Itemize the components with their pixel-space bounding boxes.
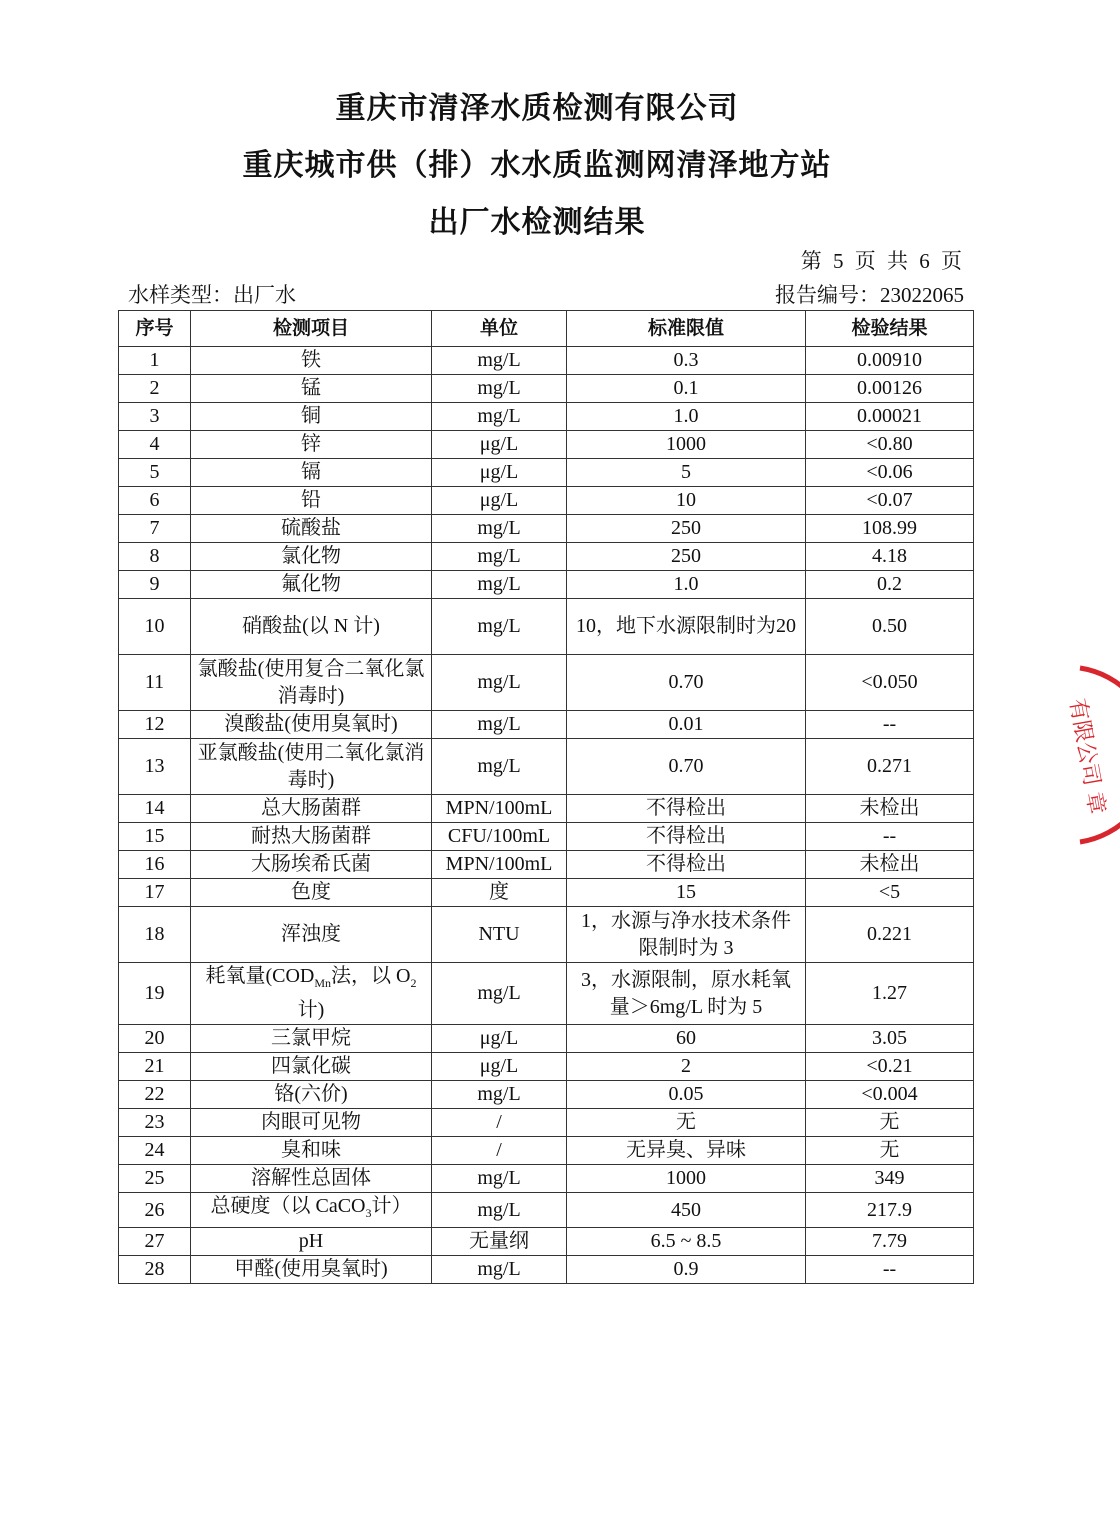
- report-meta: [128, 279, 964, 309]
- standard-limit: 不得检出: [567, 795, 806, 823]
- page-info: 第 5 页 共 6 页: [800, 249, 962, 273]
- col-header-item: 检测项目: [191, 311, 432, 347]
- test-result: --: [806, 823, 974, 851]
- standard-limit: 15: [567, 879, 806, 907]
- test-item: 甲醛(使用臭氧时): [191, 1256, 432, 1284]
- row-number: 10: [119, 599, 191, 655]
- row-number: 18: [119, 907, 191, 963]
- test-item: 四氯化碳: [191, 1053, 432, 1081]
- item-text: 计）: [371, 1195, 412, 1217]
- unit: 无量纲: [432, 1228, 567, 1256]
- test-item: 肉眼可见物: [191, 1109, 432, 1137]
- row-number: 15: [119, 823, 191, 851]
- standard-limit: 1000: [567, 431, 806, 459]
- unit: /: [432, 1137, 567, 1165]
- test-result: 未检出: [806, 795, 974, 823]
- row-number: 11: [119, 655, 191, 711]
- test-item: 氯酸盐(使用复合二氧化氯消毒时): [191, 655, 432, 711]
- standard-limit: 0.70: [567, 655, 806, 711]
- test-item: [191, 963, 432, 1025]
- table-row: [119, 571, 974, 599]
- table-row: [119, 347, 974, 375]
- col-header-limit: 标准限值: [567, 311, 806, 347]
- subscript: Mn: [314, 976, 332, 990]
- table-row: [119, 1228, 974, 1256]
- row-number: 26: [119, 1193, 191, 1228]
- col-header-result: 检验结果: [806, 311, 974, 347]
- company-title: 重庆市清泽水质检测有限公司: [335, 91, 739, 126]
- standard-limit: 10，地下水源限制时为20: [567, 599, 806, 655]
- report-number: 报告编号：23022065: [775, 283, 964, 307]
- unit: NTU: [432, 907, 567, 963]
- test-result: 1.27: [806, 963, 974, 1025]
- test-result: --: [806, 711, 974, 739]
- table-row: [119, 851, 974, 879]
- test-result: <5: [806, 879, 974, 907]
- test-result: 217.9: [806, 1193, 974, 1228]
- subscript: 2: [410, 976, 417, 990]
- seal-text: 有限公司 章: [1064, 696, 1110, 817]
- test-item: 镉: [191, 459, 432, 487]
- item-text: 法，以 O: [331, 965, 411, 987]
- standard-limit: 6.5 ~ 8.5: [567, 1228, 806, 1256]
- test-result: <0.21: [806, 1053, 974, 1081]
- test-item: 耐热大肠菌群: [191, 823, 432, 851]
- row-number: 1: [119, 347, 191, 375]
- test-result: 108.99: [806, 515, 974, 543]
- standard-limit: 无: [567, 1109, 806, 1137]
- table-row: [119, 907, 974, 963]
- standard-limit: 0.9: [567, 1256, 806, 1284]
- item-text: 耗氧量(COD: [205, 965, 315, 987]
- unit: MPN/100mL: [432, 851, 567, 879]
- unit: mg/L: [432, 599, 567, 655]
- standard-limit: 无异臭、异味: [567, 1137, 806, 1165]
- test-item: 总大肠菌群: [191, 795, 432, 823]
- row-number: 22: [119, 1081, 191, 1109]
- standard-limit: 0.1: [567, 375, 806, 403]
- test-result: 0.221: [806, 907, 974, 963]
- standard-limit: 2: [567, 1053, 806, 1081]
- test-item: 溴酸盐(使用臭氧时): [191, 711, 432, 739]
- row-number: 27: [119, 1228, 191, 1256]
- test-item: 硝酸盐(以 N 计): [191, 599, 432, 655]
- test-result: 3.05: [806, 1025, 974, 1053]
- standard-limit: 60: [567, 1025, 806, 1053]
- test-result: 未检出: [806, 851, 974, 879]
- results-table: [118, 310, 974, 1284]
- test-item: 铜: [191, 403, 432, 431]
- row-number: 3: [119, 403, 191, 431]
- test-result: 7.79: [806, 1228, 974, 1256]
- sample-type: 水样类型：出厂水: [128, 283, 296, 307]
- standard-limit: 1.0: [567, 571, 806, 599]
- standard-limit: 不得检出: [567, 823, 806, 851]
- test-item: 浑浊度: [191, 907, 432, 963]
- standard-limit: 1.0: [567, 403, 806, 431]
- standard-limit: 10: [567, 487, 806, 515]
- standard-limit: 0.05: [567, 1081, 806, 1109]
- row-number: 20: [119, 1025, 191, 1053]
- test-item: 色度: [191, 879, 432, 907]
- item-text: 总硬度（以 CaCO: [210, 1195, 366, 1217]
- unit: mg/L: [432, 375, 567, 403]
- unit: 度: [432, 879, 567, 907]
- test-result: 0.271: [806, 739, 974, 795]
- row-number: 24: [119, 1137, 191, 1165]
- test-item: 氯化物: [191, 543, 432, 571]
- table-body: [119, 347, 974, 1284]
- table-row: [119, 375, 974, 403]
- unit: μg/L: [432, 487, 567, 515]
- test-result: 0.00126: [806, 375, 974, 403]
- row-number: 21: [119, 1053, 191, 1081]
- col-header-no: 序号: [119, 311, 191, 347]
- test-item: 大肠埃希氏菌: [191, 851, 432, 879]
- row-number: 2: [119, 375, 191, 403]
- test-result: 0.2: [806, 571, 974, 599]
- col-header-unit: 单位: [432, 311, 567, 347]
- table-header-row: [119, 311, 974, 347]
- unit: mg/L: [432, 347, 567, 375]
- row-number: 28: [119, 1256, 191, 1284]
- item-text: 计): [297, 999, 325, 1021]
- row-number: 13: [119, 739, 191, 795]
- test-result: <0.004: [806, 1081, 974, 1109]
- table-row: [119, 1165, 974, 1193]
- table-row: [119, 1137, 974, 1165]
- standard-limit: 5: [567, 459, 806, 487]
- table-row: [119, 879, 974, 907]
- row-number: 6: [119, 487, 191, 515]
- standard-limit: 1，水源与净水技术条件限制时为 3: [567, 907, 806, 963]
- row-number: 5: [119, 459, 191, 487]
- unit: μg/L: [432, 431, 567, 459]
- test-result: 4.18: [806, 543, 974, 571]
- table-row: [119, 739, 974, 795]
- table-row: [119, 1256, 974, 1284]
- unit: μg/L: [432, 459, 567, 487]
- test-result: 0.50: [806, 599, 974, 655]
- unit: mg/L: [432, 543, 567, 571]
- subscript: 3: [365, 1206, 372, 1220]
- test-result: <0.07: [806, 487, 974, 515]
- table-row: [119, 487, 974, 515]
- test-result: --: [806, 1256, 974, 1284]
- table-row: [119, 459, 974, 487]
- test-result: <0.06: [806, 459, 974, 487]
- row-number: 17: [119, 879, 191, 907]
- row-number: 23: [119, 1109, 191, 1137]
- standard-limit: 3，水源限制，原水耗氧量＞6mg/L 时为 5: [567, 963, 806, 1025]
- unit: mg/L: [432, 963, 567, 1025]
- test-item: 锌: [191, 431, 432, 459]
- test-item: 溶解性总固体: [191, 1165, 432, 1193]
- table-row: [119, 1025, 974, 1053]
- table-row: [119, 1081, 974, 1109]
- standard-limit: 250: [567, 543, 806, 571]
- test-item: 铬(六价): [191, 1081, 432, 1109]
- standard-limit: 1000: [567, 1165, 806, 1193]
- unit: mg/L: [432, 1081, 567, 1109]
- row-number: 14: [119, 795, 191, 823]
- header-titles: [0, 80, 1074, 251]
- row-number: 16: [119, 851, 191, 879]
- test-result: <0.050: [806, 655, 974, 711]
- row-number: 7: [119, 515, 191, 543]
- company-seal: [1040, 660, 1120, 850]
- unit: /: [432, 1109, 567, 1137]
- test-item: 铅: [191, 487, 432, 515]
- table-row: [119, 655, 974, 711]
- table-row: [119, 823, 974, 851]
- test-result: 349: [806, 1165, 974, 1193]
- standard-limit: 不得检出: [567, 851, 806, 879]
- row-number: 4: [119, 431, 191, 459]
- unit: μg/L: [432, 1053, 567, 1081]
- network-title: 重庆城市供（排）水水质监测网清泽地方站: [242, 148, 832, 183]
- test-item: [191, 1193, 432, 1228]
- table-row: [119, 431, 974, 459]
- unit: MPN/100mL: [432, 795, 567, 823]
- test-result: 0.00021: [806, 403, 974, 431]
- unit: mg/L: [432, 739, 567, 795]
- unit: mg/L: [432, 515, 567, 543]
- row-number: 8: [119, 543, 191, 571]
- row-number: 12: [119, 711, 191, 739]
- table-row: [119, 963, 974, 1025]
- table-row: [119, 711, 974, 739]
- standard-limit: 0.01: [567, 711, 806, 739]
- table-row: [119, 1053, 974, 1081]
- row-number: 9: [119, 571, 191, 599]
- unit: mg/L: [432, 403, 567, 431]
- unit: mg/L: [432, 1165, 567, 1193]
- test-result: 0.00910: [806, 347, 974, 375]
- test-result: 无: [806, 1109, 974, 1137]
- unit: μg/L: [432, 1025, 567, 1053]
- report-title: 出厂水检测结果: [428, 205, 646, 240]
- table-row: [119, 543, 974, 571]
- test-item: 亚氯酸盐(使用二氧化氯消毒时): [191, 739, 432, 795]
- unit: mg/L: [432, 1193, 567, 1228]
- table-row: [119, 1109, 974, 1137]
- test-item: 三氯甲烷: [191, 1025, 432, 1053]
- table-row: [119, 795, 974, 823]
- standard-limit: 450: [567, 1193, 806, 1228]
- test-item: 锰: [191, 375, 432, 403]
- table-row: [119, 599, 974, 655]
- test-item: 硫酸盐: [191, 515, 432, 543]
- test-item: 臭和味: [191, 1137, 432, 1165]
- unit: mg/L: [432, 571, 567, 599]
- row-number: 19: [119, 963, 191, 1025]
- test-result: 无: [806, 1137, 974, 1165]
- unit: mg/L: [432, 711, 567, 739]
- table-row: [119, 1193, 974, 1228]
- test-item: 氟化物: [191, 571, 432, 599]
- unit: mg/L: [432, 1256, 567, 1284]
- table-row: [119, 403, 974, 431]
- table-row: [119, 515, 974, 543]
- standard-limit: 0.3: [567, 347, 806, 375]
- standard-limit: 0.70: [567, 739, 806, 795]
- test-result: <0.80: [806, 431, 974, 459]
- test-item: 铁: [191, 347, 432, 375]
- unit: CFU/100mL: [432, 823, 567, 851]
- unit: mg/L: [432, 655, 567, 711]
- row-number: 25: [119, 1165, 191, 1193]
- standard-limit: 250: [567, 515, 806, 543]
- test-item: pH: [191, 1228, 432, 1256]
